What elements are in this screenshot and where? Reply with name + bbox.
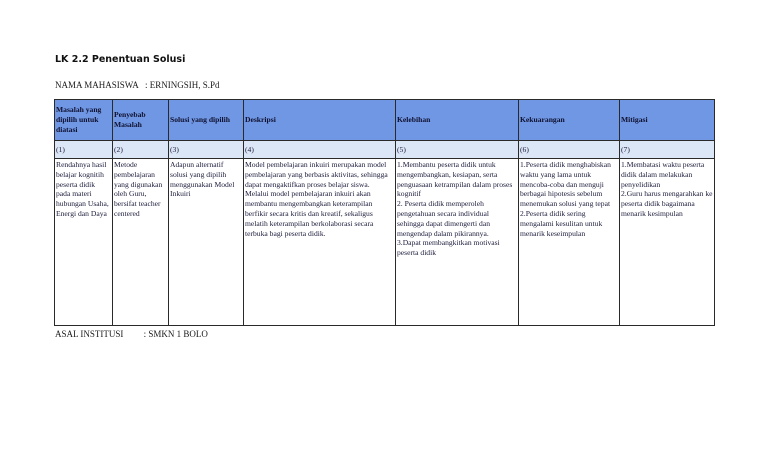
column-number: (4)	[244, 141, 396, 159]
header-mitigasi: Mitigasi	[620, 100, 715, 141]
student-name-label: NAMA MAHASISWA	[55, 80, 139, 90]
header-kelebihan: Kelebihan	[396, 100, 519, 141]
column-number: (3)	[169, 141, 244, 159]
cell-kelebihan	[396, 159, 519, 326]
column-number: (5)	[396, 141, 519, 159]
cell-kekurangan	[519, 159, 620, 326]
header-masalah: Masalah yang dipilih untuk diatasi	[55, 100, 113, 141]
cell-penyebab-text: Metode pembelajaran yang digunakan oleh Guru, bersifat teacher centered	[114, 160, 163, 218]
cell-penyebab	[113, 159, 169, 326]
cell-deskripsi	[244, 159, 396, 326]
institution-line	[55, 329, 208, 339]
cell-mitigasi	[620, 159, 715, 326]
institution-label: ASAL INSTITUSI	[55, 329, 124, 339]
header-penyebab: Penyebab Masalah	[113, 100, 169, 141]
cell-solusi-text: Adapun alternatif solusi yang dipilih menggunakan Model Inkuiri	[170, 160, 235, 199]
solution-table	[54, 99, 715, 326]
cell-kelebihan-text: 1.Membantu peserta didik untuk mengembangkan, kesiapan, serta penguasaan ketrampilan dalam proses kognitif 2. Peserta didik memperoleh pengetahuan secara individual sehingga dapat dimengerti dan mengendap dalam pikirannya. 3.Dapat membangkitkan motivasi peserta didik	[397, 160, 513, 258]
column-number: (1)	[55, 141, 113, 159]
cell-deskripsi-text: Model pembelajaran inkuiri merupakan model pembelajaran yang berbasis aktivitas, sehingga dapat mengaktifkan proses belajar siswa. Melalui model pembelajaran inkuiri akan membantu mengembangkan keterampilan berfikir secara kritis dan kreatif, sekaligus melatih keterampilan berkolaborasi secara terbuka bagi peserta didik.	[245, 160, 388, 238]
student-name-value: : ERNINGSIH, S.Pd	[145, 80, 220, 90]
cell-masalah-text: Rendahnya hasil belajar kognitih peserta didik pada materi hubungan Usaha, Energi dan Daya	[56, 160, 109, 218]
institution-value: : SMKN 1 BOLO	[143, 329, 208, 339]
column-number: (2)	[113, 141, 169, 159]
table-row	[55, 159, 715, 326]
header-deskripsi: Deskripsi	[244, 100, 396, 141]
column-number-row	[55, 141, 715, 159]
header-solusi: Solusi yang dipilih	[169, 100, 244, 141]
cell-kekurangan-text: 1.Peserta didik menghabiskan waktu yang lama untuk mencoba-coba dan menguji berbagai hipotesis sebelum menemukan solusi yang tepat 2.Peserta didik sering mengalami kesulitan untuk menarik keseimpulan	[520, 160, 611, 238]
column-number: (6)	[519, 141, 620, 159]
header-kekurangan: Kekuarangan	[519, 100, 620, 141]
table-header-row	[55, 100, 715, 141]
cell-masalah	[55, 159, 113, 326]
column-number: (7)	[620, 141, 715, 159]
cell-solusi	[169, 159, 244, 326]
cell-mitigasi-text: 1.Membatasi waktu peserta didik dalam melakukan penyelidikan 2.Guru harus mengarahkan ke peserta didik bagaimana menarik kesimpulan	[621, 160, 713, 218]
document-title: LK 2.2 Penentuan Solusi	[55, 54, 186, 65]
student-name-line	[55, 80, 220, 90]
